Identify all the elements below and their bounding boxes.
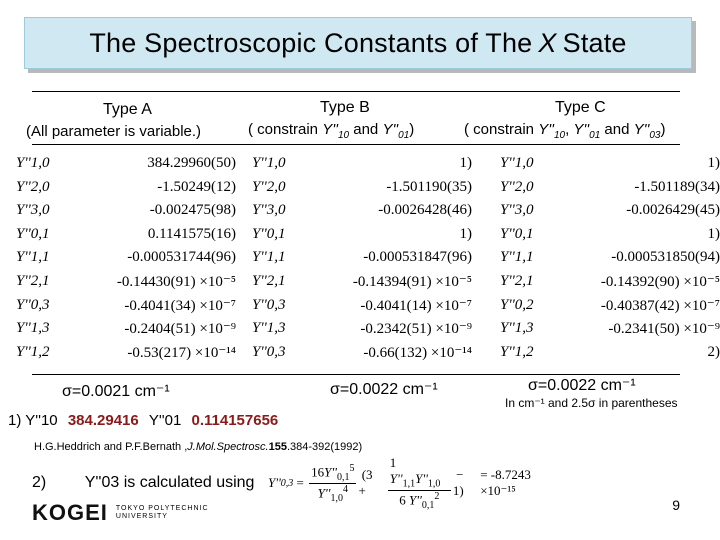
constant-symbol: Y''1,1	[500, 249, 534, 266]
constant-value: -0.14392(90) ×10⁻⁵	[600, 274, 720, 290]
footnote-1-label: 1) Y''10	[8, 412, 58, 429]
constant-value: 384.29960(50)	[147, 155, 236, 171]
table-row	[500, 152, 720, 175]
constant-symbol: Y''3,0	[252, 202, 286, 219]
table-row	[16, 317, 236, 340]
constant-symbol: Y''2,1	[252, 273, 286, 289]
table-row	[16, 246, 236, 269]
constant-value: 0.1141575(16)	[147, 225, 236, 242]
constant-symbol: Y''0,1	[500, 225, 534, 242]
table-row	[500, 317, 720, 340]
col-a-subtitle: (All parameter is variable.)	[26, 123, 202, 140]
unit-note: In cm⁻¹ and 2.5σ in parentheses	[505, 396, 678, 410]
constant-value: 1)	[707, 155, 720, 171]
constant-value: -0.2404(51) ×10⁻⁹	[124, 321, 236, 338]
constant-value: 2)	[707, 343, 720, 360]
constant-symbol: Y''1,3	[252, 320, 286, 337]
reference-pages: .384-392(1992)	[286, 441, 363, 453]
title-state: X	[538, 27, 557, 58]
table-row	[252, 270, 472, 293]
constant-value: -1.501190(35)	[386, 178, 472, 195]
footnote-1-value-1: 384.29416	[67, 412, 139, 429]
constant-value: -0.4041(14) ×10⁻⁷	[360, 297, 472, 314]
table-row	[252, 199, 472, 222]
constant-value: -0.4041(34) ×10⁻⁷	[124, 297, 236, 314]
table-row	[16, 152, 236, 175]
table-row	[500, 270, 720, 293]
table-row	[252, 246, 472, 269]
footnote-1	[8, 412, 278, 429]
constant-value: -0.2341(50) ×10⁻⁹	[608, 321, 720, 338]
sigma-c: σ=0.0022 cm⁻¹	[528, 377, 636, 394]
table-row	[500, 223, 720, 246]
constant-symbol: Y''3,0	[16, 202, 50, 219]
constant-symbol: Y''2,1	[16, 273, 50, 289]
col-c-subtitle: ( constrain $Y''_{10}$, $Y''_{01}$ and $Y''_{03}$)	[464, 121, 666, 141]
table-row	[500, 294, 720, 317]
sigma-b: σ=0.0022 cm⁻¹	[330, 381, 438, 398]
table-row	[252, 317, 472, 340]
footnote-1-label-2: Y''01	[148, 412, 182, 429]
constant-symbol: Y''1,0	[500, 155, 534, 171]
col-b-title: Type B	[320, 99, 370, 116]
col-a-title: Type A	[103, 101, 152, 118]
constant-value: -0.40387(42) ×10⁻⁷	[600, 297, 720, 314]
constant-value: 1)	[459, 225, 472, 242]
constant-symbol: Y''1,1	[252, 249, 286, 266]
formula-result: = -8.7243 ×10⁻¹⁵	[480, 467, 531, 498]
reference-journal: J.Mol.Spectrosc.	[187, 441, 269, 453]
table-row	[500, 246, 720, 269]
table-row	[16, 176, 236, 199]
constant-symbol: Y''0,3	[252, 296, 286, 313]
constant-symbol: Y''2,1	[500, 273, 534, 289]
table-row	[252, 341, 472, 364]
constant-value: -0.000531847(96)	[363, 249, 472, 266]
constant-value: -0.14430(91) ×10⁻⁵	[116, 274, 236, 290]
footnote-2	[32, 474, 254, 492]
constant-symbol: Y''1,0	[16, 155, 50, 171]
formula-frac-1: $\frac{16Y''_{0,1}^5}{Y''_{1,0}^4}$	[311, 462, 355, 504]
logo-text	[116, 505, 209, 521]
y03-formula: Y'' 0,3 = $\frac{16Y''_{0,1}^5}{Y''_{1,0}^4}$ (3 + $\frac{1 Y''_{1,1}Y''_{1,0}}{6 Y''_{0,1}^2}$ − 1) = -8.7243 ×10⁻¹⁵	[268, 458, 568, 508]
constant-symbol: Y''2,0	[252, 178, 286, 195]
table-row	[252, 223, 472, 246]
table-row	[16, 341, 236, 364]
table-row	[16, 270, 236, 293]
logo-line-2: UNIVERSITY	[115, 513, 168, 520]
footnote-2-label: 2)	[32, 474, 47, 491]
constant-symbol: Y''0,2	[500, 296, 534, 313]
reference	[34, 441, 362, 453]
constant-value: 1)	[707, 225, 720, 242]
constant-value: -0.53(217) ×10⁻¹⁴	[127, 344, 236, 361]
constant-symbol: Y''0,1	[16, 225, 50, 242]
constant-symbol: Y''0,3	[252, 343, 286, 360]
constant-symbol: Y''1,2	[16, 343, 50, 360]
constant-value: -1.50249(12)	[157, 178, 236, 195]
table-row	[16, 223, 236, 246]
constant-symbol: Y''2,0	[500, 178, 534, 195]
title-post: State	[562, 27, 627, 58]
constant-value: -0.0026429(45)	[626, 202, 720, 219]
table-row	[500, 199, 720, 222]
header-rule	[32, 144, 680, 145]
constant-symbol: Y''0,3	[16, 296, 50, 313]
footnote-2-text: Y''03 is calculated using	[84, 474, 255, 491]
top-rule	[32, 91, 680, 92]
table-row	[500, 341, 720, 364]
constant-value: -0.000531744(96)	[127, 249, 236, 266]
footnote-1-value-2: 0.114157656	[191, 412, 279, 429]
title-pre: The Spectroscopic Constants of The	[89, 27, 533, 58]
title-box	[24, 17, 692, 69]
constant-value: -0.0026428(46)	[378, 202, 472, 219]
constant-symbol: Y''2,0	[16, 178, 50, 195]
constant-symbol: Y''1,3	[500, 320, 534, 337]
constant-symbol: Y''1,2	[500, 343, 534, 360]
constant-symbol: Y''1,0	[252, 155, 286, 171]
sigma-a: σ=0.0021 cm⁻¹	[62, 383, 170, 400]
table-row	[16, 294, 236, 317]
constant-value: 1)	[459, 155, 472, 171]
table-row	[252, 294, 472, 317]
constant-value: -0.2342(51) ×10⁻⁹	[360, 321, 472, 338]
constant-symbol: Y''1,3	[16, 320, 50, 337]
col-b-subtitle: ( constrain $Y''_{10}$ and $Y''_{01}$)	[248, 121, 415, 141]
constant-value: -0.002475(98)	[149, 202, 236, 219]
reference-authors: H.G.Heddrich and P.F.Bernath ,	[34, 441, 188, 453]
page-number: 9	[672, 497, 680, 513]
constant-symbol: Y''1,1	[16, 249, 50, 266]
reference-volume: 155	[268, 441, 287, 453]
col-c-title: Type C	[555, 99, 606, 116]
constant-value: -1.501189(34)	[634, 178, 720, 195]
table-row	[252, 152, 472, 175]
formula-frac-2: $\frac{1 Y''_{1,1}Y''_{1,0}}{6 Y''_{0,1}^2}$	[388, 455, 451, 511]
table-row	[500, 176, 720, 199]
logo-mark: KOGEI	[32, 500, 108, 525]
table-row	[16, 199, 236, 222]
constant-value: -0.66(132) ×10⁻¹⁴	[363, 344, 472, 361]
constant-symbol: Y''0,1	[252, 225, 286, 242]
constant-value: -0.000531850(94)	[611, 249, 720, 266]
table-row	[252, 176, 472, 199]
constant-symbol: Y''3,0	[500, 202, 534, 219]
university-logo	[32, 500, 209, 526]
constant-value: -0.14394(91) ×10⁻⁵	[352, 274, 472, 290]
logo-line-1: TOKYO POLYTECHNIC	[115, 505, 209, 512]
